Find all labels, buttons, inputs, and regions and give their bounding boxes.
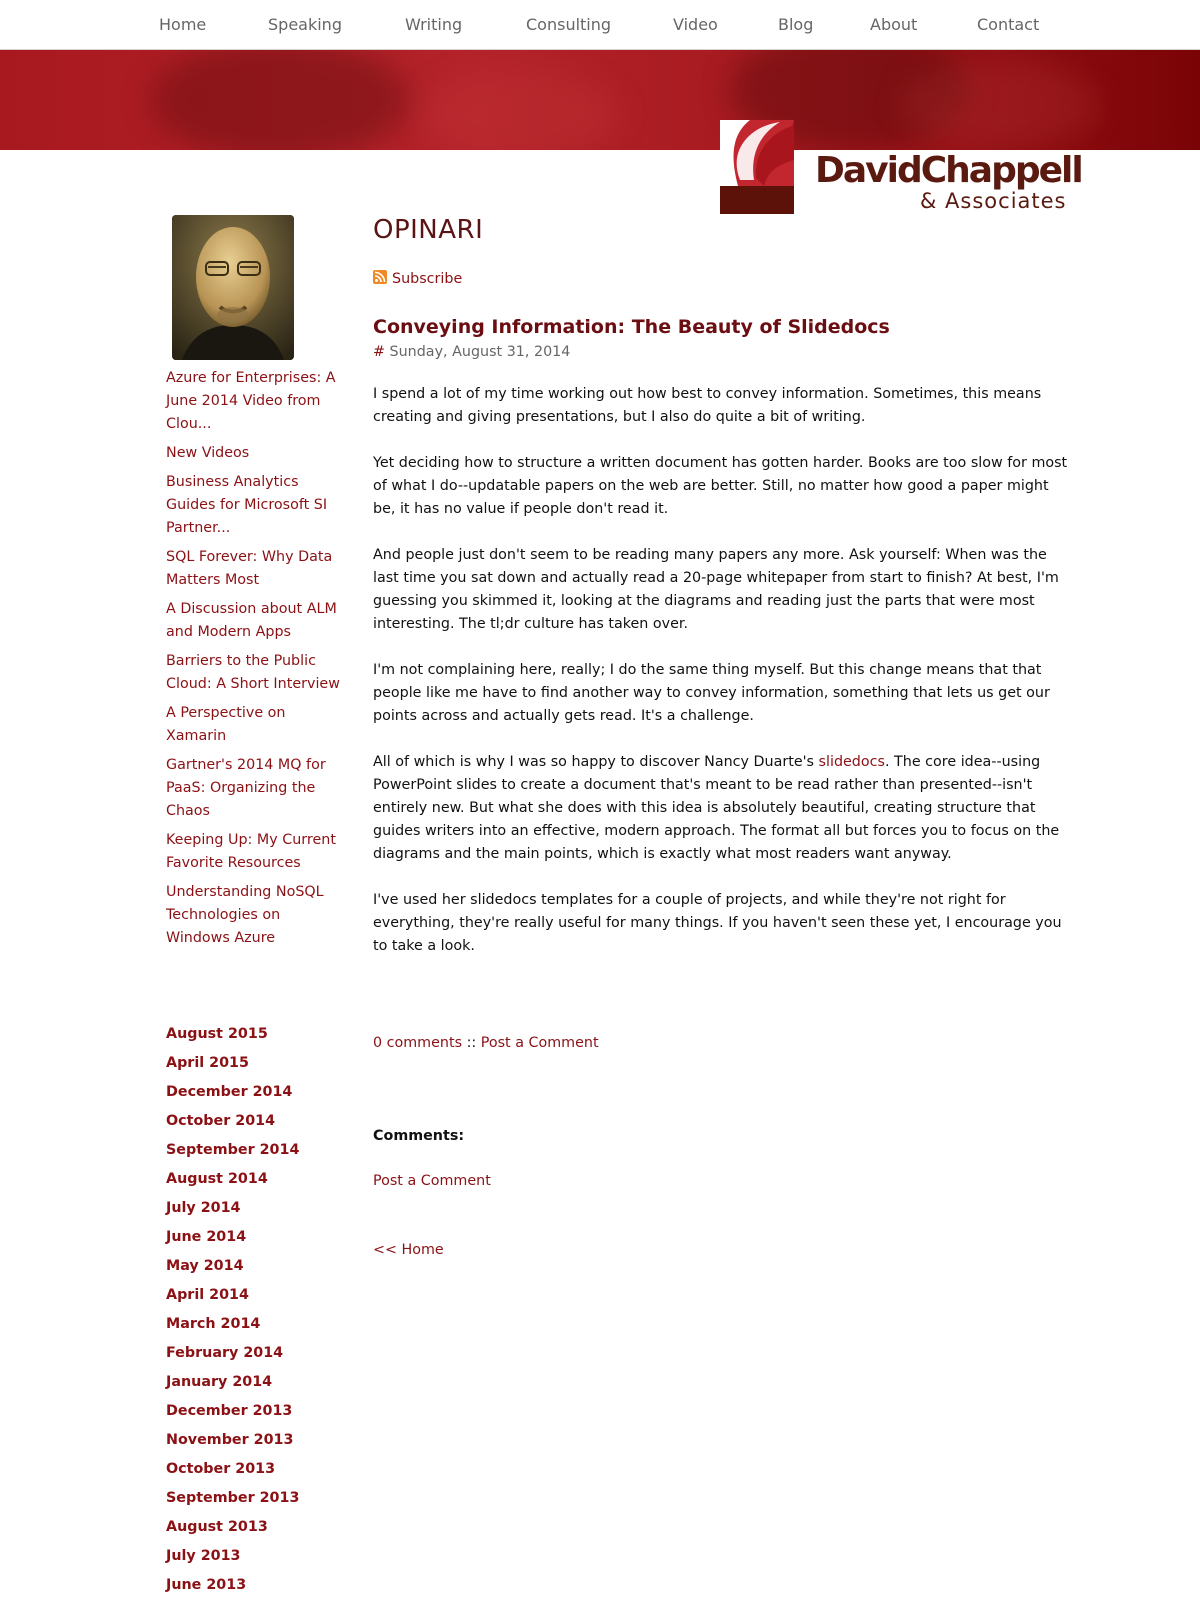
rss-icon: [373, 270, 387, 284]
nav-video[interactable]: Video: [673, 15, 718, 34]
archive-link[interactable]: April 2014: [166, 1287, 249, 1303]
nav-writing[interactable]: Writing: [405, 15, 463, 34]
link-separator: ::: [466, 1035, 477, 1051]
post-title: Conveying Information: The Beauty of Slidedocs: [373, 316, 890, 338]
company-logo[interactable]: [720, 120, 1082, 214]
recent-post-link[interactable]: Gartner's 2014 MQ for PaaS: Organizing the Chaos: [166, 757, 326, 819]
nav-blog[interactable]: Blog: [778, 15, 814, 34]
archive-link[interactable]: October 2014: [166, 1113, 276, 1129]
recent-post-link[interactable]: New Videos: [166, 445, 250, 461]
home-link[interactable]: << Home: [373, 1242, 444, 1258]
top-nav: [0, 0, 1200, 50]
post-paragraph: I spend a lot of my time working out how best to convey information. Sometimes, this means creating and giving presentations, but I also do quite a bit of writing.: [373, 386, 1042, 425]
permalink[interactable]: #: [373, 344, 385, 360]
archive-link[interactable]: December 2014: [166, 1084, 293, 1100]
post-paragraph: [373, 751, 1073, 866]
post-paragraph: And people just don't seem to be reading many papers any more. Ask yourself: When was the last time you sat down and actually read a 20-page whitepaper from start to finish? At best, I'm guessing you skimmed it, looking at the diagrams and reading just the parts that were most interesting. The tl;dr culture has taken over.: [373, 547, 1059, 632]
archive-link[interactable]: March 2014: [166, 1316, 261, 1332]
slidedocs-link[interactable]: slidedocs: [818, 754, 885, 770]
subscribe-link[interactable]: [373, 270, 462, 287]
nav-home[interactable]: Home: [159, 15, 207, 34]
archive-link[interactable]: October 2013: [166, 1461, 276, 1477]
recent-post-link[interactable]: Azure for Enterprises: A June 2014 Video from Clou...: [166, 370, 336, 432]
author-photo: [172, 215, 294, 360]
archive-link[interactable]: February 2014: [166, 1345, 284, 1361]
post-body: [373, 383, 1073, 981]
recent-post-link[interactable]: Barriers to the Public Cloud: A Short Interview: [166, 653, 340, 692]
post-date: [373, 344, 570, 360]
archive-link[interactable]: June 2014: [166, 1229, 247, 1245]
post-paragraph: Yet deciding how to structure a written document has gotten harder. Books are too slow for most of what I do--updatable papers on the web are better. Still, no matter how good a paper might be, it has no value if people don't read it.: [373, 455, 1068, 517]
blog-title: OPINARI: [373, 215, 484, 245]
paragraph-text: All of which is why I was so happy to discover Nancy Duarte's: [373, 754, 819, 770]
nav-about[interactable]: About: [870, 15, 918, 34]
archive-link[interactable]: May 2014: [166, 1258, 244, 1274]
archive-link[interactable]: August 2015: [166, 1026, 268, 1042]
nav-contact[interactable]: Contact: [977, 15, 1040, 34]
archive-link[interactable]: April 2015: [166, 1055, 249, 1071]
logo-tagline: & Associates: [920, 189, 1067, 213]
comments-heading: Comments:: [373, 1128, 465, 1144]
recent-post-link[interactable]: SQL Forever: Why Data Matters Most: [166, 549, 333, 588]
recent-post-link[interactable]: Understanding NoSQL Technologies on Windows Azure: [166, 884, 324, 946]
archive-link[interactable]: December 2013: [166, 1403, 293, 1419]
post-comment-link-bottom[interactable]: Post a Comment: [373, 1173, 491, 1189]
archive-link[interactable]: July 2014: [166, 1200, 241, 1216]
recent-post-link[interactable]: A Discussion about ALM and Modern Apps: [166, 601, 337, 640]
archive-link[interactable]: September 2014: [166, 1142, 300, 1158]
nav-speaking[interactable]: Speaking: [268, 15, 342, 34]
subscribe-label: Subscribe: [392, 271, 463, 287]
logo-wordmark: DavidChappell: [815, 150, 1082, 191]
recent-post-link[interactable]: Business Analytics Guides for Microsoft SI Partner...: [166, 474, 328, 536]
post-footer: [373, 1035, 599, 1051]
archive-link[interactable]: January 2014: [166, 1374, 273, 1390]
logo-mark-icon: [720, 120, 794, 214]
paragraph-text: . The core idea--using PowerPoint slides to create a document that's meant to be read rather than presented--isn't entirely new. But what she does with this idea is absolutely beautiful, creating structure that guides writers into an effective, modern approach. The format all but forces you to focus on the diagrams and the main points, which is exactly what most readers want anyway.: [373, 754, 1060, 862]
post-paragraph: I'm not complaining here, really; I do the same thing myself. But this change means that that people like me have to find another way to convey information, something that lets us get our points across and actually gets read. It's a challenge.: [373, 662, 1050, 724]
post-date-text: Sunday, August 31, 2014: [389, 344, 571, 360]
recent-posts-list: [166, 367, 341, 956]
archive-link[interactable]: September 2013: [166, 1490, 300, 1506]
archive-link[interactable]: June 2013: [166, 1577, 247, 1593]
recent-post-link[interactable]: Keeping Up: My Current Favorite Resources: [166, 832, 336, 871]
archive-list: [166, 1020, 341, 1600]
nav-consulting[interactable]: Consulting: [526, 15, 612, 34]
portrait-icon: [172, 215, 294, 360]
archive-link[interactable]: August 2013: [166, 1519, 268, 1535]
recent-post-link[interactable]: A Perspective on Xamarin: [166, 705, 286, 744]
archive-link[interactable]: November 2013: [166, 1432, 294, 1448]
archive-link[interactable]: July 2013: [166, 1548, 241, 1564]
archive-link[interactable]: August 2014: [166, 1171, 268, 1187]
comments-count-link[interactable]: 0 comments: [373, 1035, 463, 1051]
post-paragraph: I've used her slidedocs templates for a couple of projects, and while they're not right for everything, they're really useful for many things. If you haven't seen these yet, I encourage you to take a look.: [373, 892, 1062, 954]
post-comment-link[interactable]: Post a Comment: [480, 1035, 599, 1051]
